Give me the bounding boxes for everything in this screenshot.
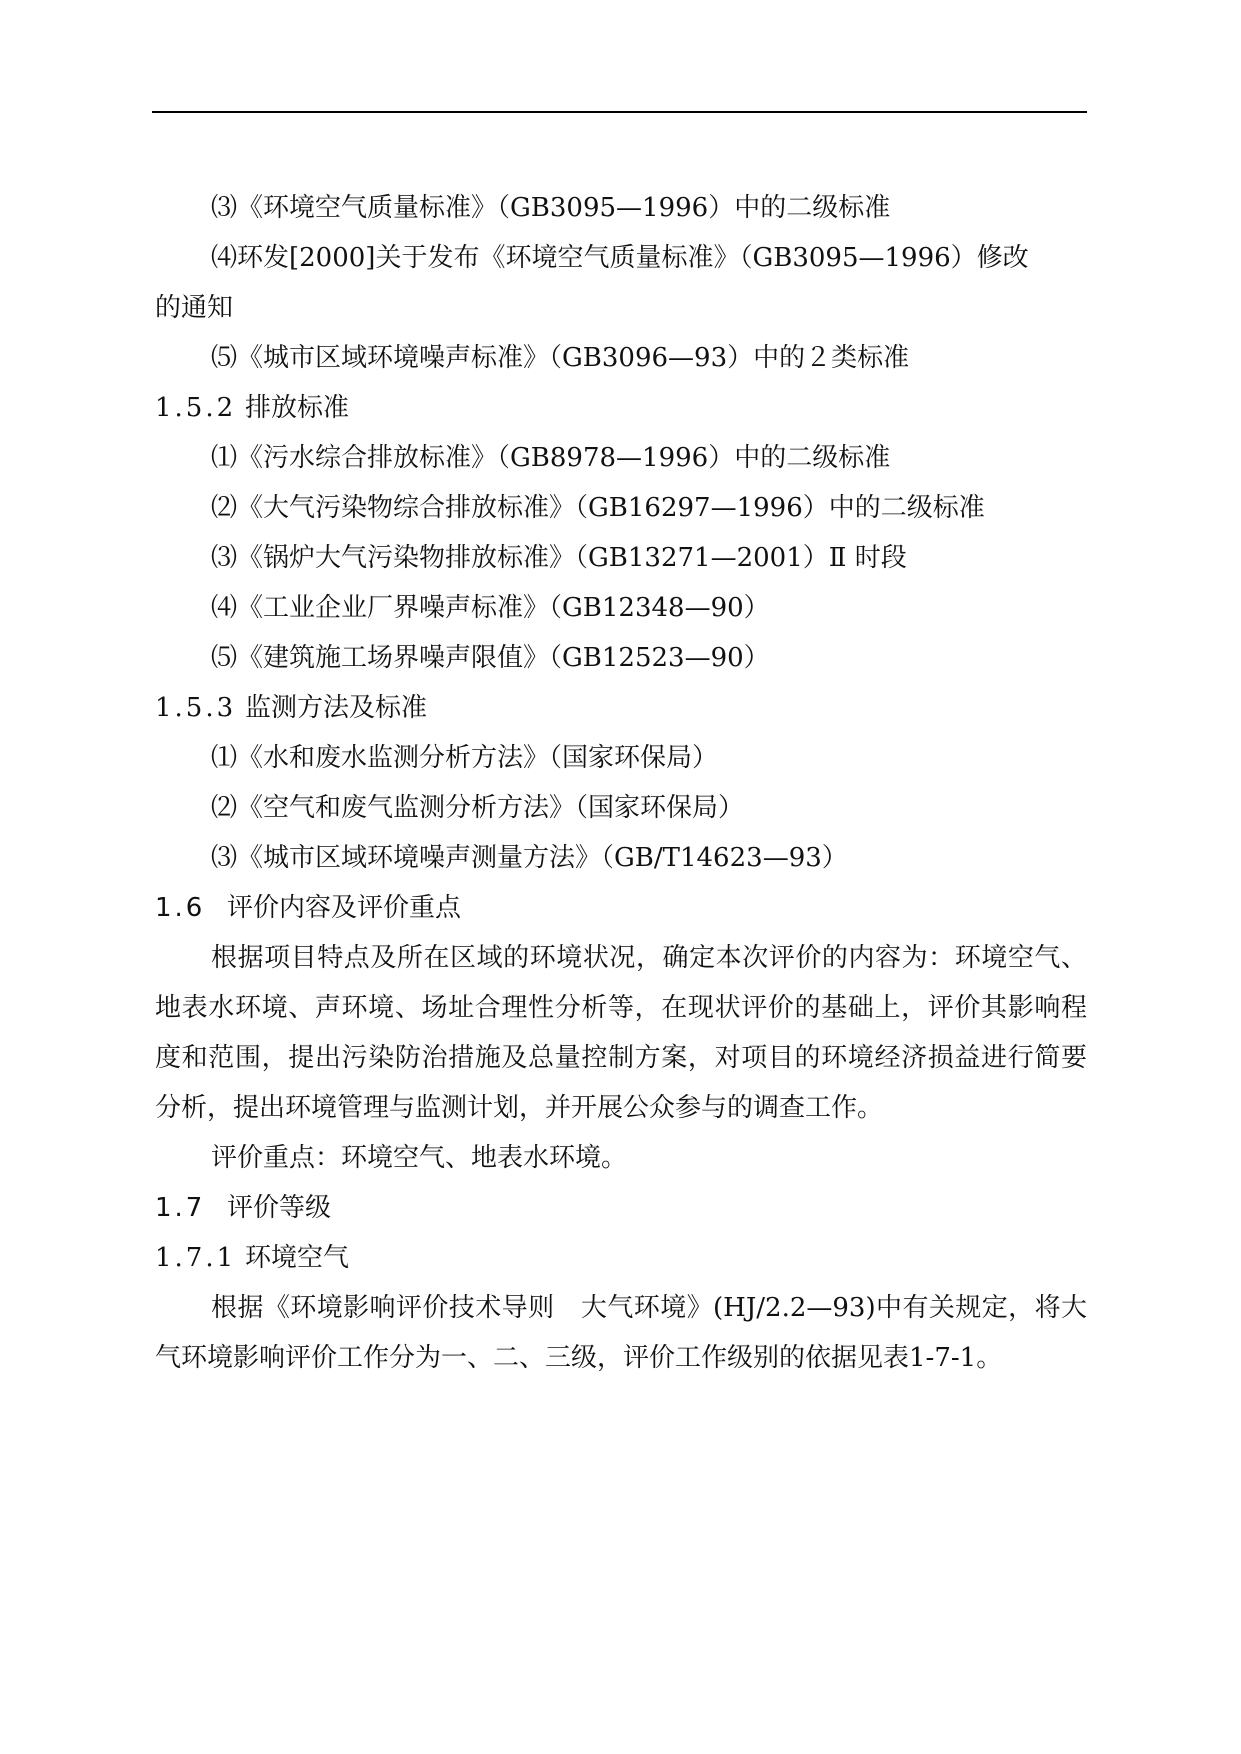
paragraph-evaluation-focus: 评价重点：环境空气、地表水环境。: [211, 1143, 628, 1173]
section-number: 1.5.3: [155, 693, 237, 723]
paragraph-air-grade: 根据《环境影响评价技术导则 大气环境》(HJ/2.2—93)中有关规定，将大气环境影响评价工作分为一、二、三级，评价工作级别的依据见表1-7-1。: [155, 1293, 1087, 1373]
section-heading-1-5-2: [155, 383, 1087, 433]
section-number: 1.7.1: [155, 1243, 237, 1273]
standard-item-notice: ⑷环发[2000]关于发布《环境空气质量标准》（GB3095—1996）修改: [211, 243, 1029, 273]
method-item-3: ⑶《城市区域环境噪声测量方法》（GB/T14623—93）: [211, 843, 848, 873]
standard-item-notice-cont: 的通知: [155, 293, 234, 323]
emission-item-4: ⑷《工业企业厂界噪声标准》（GB12348—90）: [211, 593, 770, 623]
section-title: 排放标准: [245, 393, 350, 423]
section-number: 1.6: [155, 893, 206, 923]
section-number: 1.5.2: [155, 393, 237, 423]
document-body: [155, 183, 1087, 1383]
emission-item-2: ⑵《大气污染物综合排放标准》（GB16297—1996）中的二级标准: [211, 493, 985, 523]
section-title: 监测方法及标准: [245, 693, 428, 723]
header-rule: [152, 111, 1087, 113]
emission-item-1: ⑴《污水综合排放标准》（GB8978—1996）中的二级标准: [211, 443, 891, 473]
section-heading-1-6: [155, 883, 1087, 933]
standard-item-noise: ⑸《城市区域环境噪声标准》（GB3096—93）中的２类标准: [211, 343, 910, 373]
section-number: 1.7: [155, 1193, 206, 1223]
emission-item-3: ⑶《锅炉大气污染物排放标准》（GB13271—2001）Ⅱ 时段: [211, 543, 907, 573]
section-title: 评价内容及评价重点: [227, 893, 462, 923]
standard-item-air-quality: ⑶《环境空气质量标准》（GB3095—1996）中的二级标准: [211, 193, 891, 223]
paragraph-evaluation-content: 根据项目特点及所在区域的环境状况，确定本次评价的内容为：环境空气、地表水环境、声环境、场址合理性分析等，在现状评价的基础上，评价其影响程度和范围，提出污染防治措施及总量控制方案，对项目的环境经济损益进行简要分析，提出环境管理与监测计划，并开展公众参与的调查工作。: [155, 943, 1087, 1123]
emission-item-5: ⑸《建筑施工场界噪声限值》（GB12523—90）: [211, 643, 770, 673]
section-heading-1-7: [155, 1183, 1087, 1233]
section-heading-1-5-3: [155, 683, 1087, 733]
section-title: 评价等级: [227, 1193, 332, 1223]
section-heading-1-7-1: [155, 1233, 1087, 1283]
section-title: 环境空气: [245, 1243, 350, 1273]
method-item-2: ⑵《空气和废气监测分析方法》（国家环保局）: [211, 793, 745, 823]
method-item-1: ⑴《水和废水监测分析方法》（国家环保局）: [211, 743, 719, 773]
